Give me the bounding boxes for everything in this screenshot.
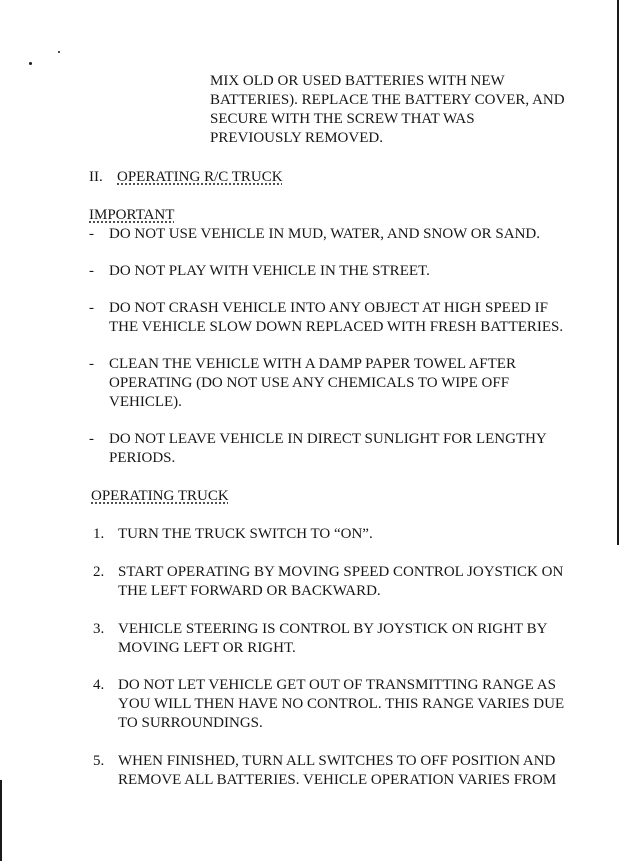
step-line: REMOVE ALL BATTERIES. VEHICLE OPERATION VARIES FROM [118,772,557,788]
section-title: OPERATING R/C TRUCK [117,169,283,185]
scan-speck [58,51,60,53]
item-line: CLEAN THE VEHICLE WITH A DAMP PAPER TOWEL AFTER [109,356,516,372]
item-line: PERIODS. [109,450,176,466]
step-line: MOVING LEFT OR RIGHT. [118,640,296,656]
step-line: YOU WILL THEN HAVE NO CONTROL. THIS RANGE VARIES DUE [118,696,565,712]
step-number: 2. [93,564,105,580]
item-line: DO NOT LEAVE VEHICLE IN DIRECT SUNLIGHT FOR LENGTHY [109,431,547,447]
item-line: OPERATING (DO NOT USE ANY CHEMICALS TO WIPE OFF [109,375,510,391]
step-number: 4. [93,677,105,693]
item-line: DO NOT USE VEHICLE IN MUD, WATER, AND SNOW OR SAND. [109,226,540,242]
item-line: DO NOT PLAY WITH VEHICLE IN THE STREET. [109,263,430,279]
step-line: START OPERATING BY MOVING SPEED CONTROL JOYSTICK ON [118,564,564,580]
section-number: II. [89,169,103,185]
bullet-dash: - [89,431,94,447]
bullet-dash: - [89,300,94,316]
step-number: 3. [93,621,105,637]
step-line: WHEN FINISHED, TURN ALL SWITCHES TO OFF POSITION AND [118,753,556,769]
step-line: TO SURROUNDINGS. [118,715,263,731]
step-number: 5. [93,753,105,769]
operating-heading: OPERATING TRUCK [91,488,229,504]
step-line: TURN THE TRUCK SWITCH TO “ON”. [118,526,373,542]
item-line: VEHICLE). [109,394,182,410]
step-line: THE LEFT FORWARD OR BACKWARD. [118,583,381,599]
step-number: 1. [93,526,105,542]
intro-line: MIX OLD OR USED BATTERIES WITH NEW [210,73,505,89]
item-line: THE VEHICLE SLOW DOWN REPLACED WITH FRESH BATTERIES. [109,319,564,335]
intro-line: PREVIOUSLY REMOVED. [210,130,383,146]
item-line: DO NOT CRASH VEHICLE INTO ANY OBJECT AT HIGH SPEED IF [109,300,548,316]
bullet-dash: - [89,226,94,242]
scan-speck [29,62,32,65]
scan-edge-line-left [0,780,2,861]
intro-line: SECURE WITH THE SCREW THAT WAS [210,111,475,127]
bullet-dash: - [89,263,94,279]
step-line: DO NOT LET VEHICLE GET OUT OF TRANSMITTING RANGE AS [118,677,556,693]
intro-line: BATTERIES). REPLACE THE BATTERY COVER, AND [210,92,565,108]
step-line: VEHICLE STEERING IS CONTROL BY JOYSTICK ON RIGHT BY [118,621,548,637]
intro-paragraph [210,72,570,148]
bullet-dash: - [89,356,94,372]
important-heading: IMPORTANT [89,207,175,223]
